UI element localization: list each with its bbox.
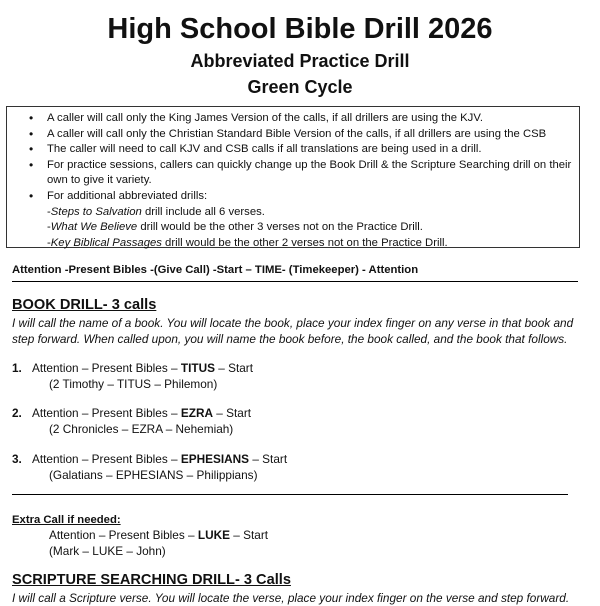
scripture-drill-heading: SCRIPTURE SEARCHING DRILL- 3 Calls — [12, 572, 291, 588]
note-subitem-emphasis: What We Believe — [50, 221, 138, 234]
call-number: 2. — [12, 406, 22, 420]
call-suffix: – Start — [230, 528, 269, 542]
note-subitem-text: drill include all 6 verses. — [141, 205, 265, 218]
cycle-label: Green Cycle — [247, 77, 353, 97]
note-subitem: -Steps to Salvation drill include all 6 verses. — [47, 205, 265, 218]
note-subitem-emphasis: Steps to Salvation — [50, 205, 142, 218]
book-call-2 — [12, 405, 251, 437]
note-item: • For additional abbreviated drills: — [47, 189, 573, 205]
note-item: • A caller will call only the King James Version of the calls, if all drillers are using the KJV. — [47, 111, 573, 127]
page-subtitle: Abbreviated Practice Drill — [190, 51, 410, 71]
called-book: TITUS — [180, 361, 215, 375]
note-item: • A caller will call only the Christian Standard Bible Version of the calls, if all drillers are using the CSB — [47, 127, 573, 143]
note-item: • For practice sessions, callers can quickly change up the Book Drill & the Scripture Searching drill on their own to give it variety. — [47, 158, 573, 189]
note-subitem-text: drill would be the other 2 verses not on the Practice Drill. — [161, 236, 448, 249]
call-number: 3. — [12, 452, 22, 466]
called-book: LUKE — [197, 528, 230, 542]
call-prefix: Attention – Present Bibles – — [49, 528, 198, 542]
section-divider — [12, 494, 568, 495]
attention-sequence: Attention -Present Bibles -(Give Call) -Start – TIME- (Timekeeper) - Attention — [12, 263, 578, 282]
note-subitem: -What We Believe drill would be the other 3 verses not on the Practice Drill. — [47, 221, 423, 234]
page-title: High School Bible Drill 2026 — [107, 13, 493, 45]
extra-book-call — [49, 527, 268, 559]
note-subitem-text: drill would be the other 3 verses not on the Practice Drill. — [137, 221, 423, 234]
call-answer: (2 Timothy – TITUS – Philemon) — [49, 377, 218, 391]
note-subitem-emphasis: Key Biblical Passages — [50, 236, 162, 249]
call-answer: (Mark – LUKE – John) — [49, 544, 166, 558]
call-suffix: – Start — [213, 406, 252, 420]
scripture-drill-instructions: I will call a Scripture verse. You will locate the verse, place your index finger on the verse and step forward. — [12, 591, 570, 605]
book-call-1 — [12, 360, 253, 392]
call-suffix: – Start — [249, 452, 288, 466]
called-book: EPHESIANS — [180, 452, 250, 466]
call-prefix: Attention – Present Bibles – — [32, 452, 181, 466]
book-call-3 — [12, 451, 287, 483]
call-prefix: Attention – Present Bibles – — [32, 406, 181, 420]
book-drill-heading: BOOK DRILL- 3 calls — [12, 297, 157, 313]
notes-box — [6, 106, 580, 248]
note-subitem: -Key Biblical Passages drill would be the other 2 verses not on the Practice Drill. — [47, 236, 448, 249]
note-item: • The caller will need to call KJV and CSB calls if all translations are being used in a drill. — [47, 142, 573, 158]
notes-list — [27, 111, 573, 251]
call-suffix: – Start — [214, 361, 253, 375]
called-book: EZRA — [180, 406, 213, 420]
call-number: 1. — [12, 361, 22, 375]
book-drill-instructions: I will call the name of a book. You will locate the book, place your index finger on any verse in that book and step forward. When called upon, you will name the book before, the book called, and the book that follows. — [12, 316, 574, 346]
extra-call-heading: Extra Call if needed: — [12, 514, 121, 526]
call-answer: (2 Chronicles – EZRA – Nehemiah) — [49, 422, 234, 436]
call-answer: (Galatians – EPHESIANS – Philippians) — [49, 468, 258, 482]
call-prefix: Attention – Present Bibles – — [32, 361, 181, 375]
